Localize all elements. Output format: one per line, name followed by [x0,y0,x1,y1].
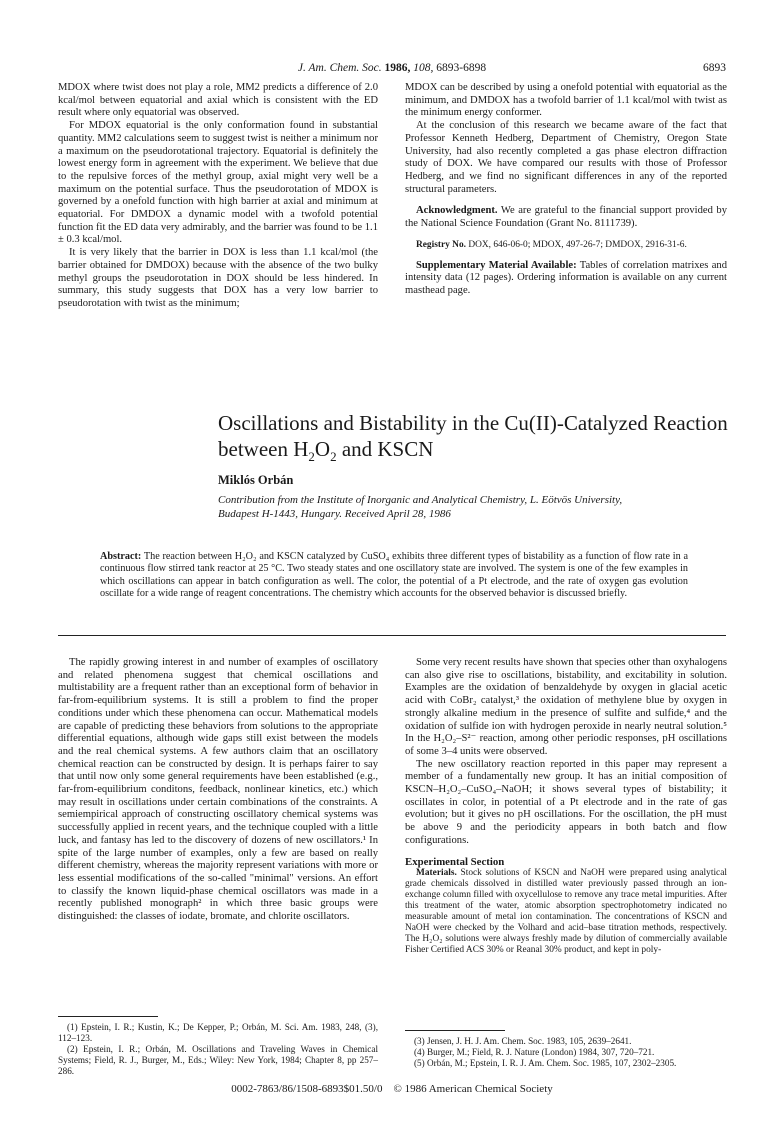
journal-name: J. Am. Chem. Soc. [297,62,382,74]
materials-text: Stock solutions of KSCN and NaOH were prepared using analytical grade chemicals dissolved in distilled water previously passed through an ion-exchange column filled with oxycellulose to remove any trace metal impurities. After this treatment of the water, atomic absorption spectrophotometry indicated no measurable amount of metal ion contamination. The concentrations of KSCN and NaOH were checked by the Volhard and acid–base titration methods, respectively. The H₂O₂ solutions were always freshly made by dilution of commercially available Fisher Certified ACS 30% or Reanal 30% product, and kept in poly- [405,868,727,956]
intro-right-column [405,657,727,956]
article-code: 0002-7863/86/1508-6893$01.50/0 [231,1083,383,1095]
registry-numbers [405,240,727,251]
acknowledgment-label: Acknowledgment. [416,205,498,217]
journal-pages: 6893-6898 [436,62,487,74]
title-part-a: between H [218,437,309,461]
intro-left-column [58,657,378,924]
prev-article-left-column [58,82,378,311]
prev-right-paragraph-2: At the conclusion of this research we became aware of the fact that Professor Kenneth Hedberg, Department of Chemistry, Oregon State University, had also recently completed a gas phase electron diffraction study of DOX. We have compared our results with those of Professor Hedberg, and we find no significant differences in any of the reported structural parameters. [405,120,727,195]
prev-right-paragraph-1: MDOX can be described by using a onefold potential with equatorial as the minimum, and DMDOX has a twofold barrier of 1.1 kcal/mol with twist as the minimum energy conformer. [405,82,727,119]
intro-right-paragraph-1: Some very recent results have shown that species other than oxyhalogens can also give rise to oscillations, bistability, and excitability in solution. Examples are the oxidation of benzaldehyde by oxygen in glacial acetic acid with CoBr₂ catalyst,³ the oxidation of methylene blue by oxygen in strongly alkaline medium in the presence of sulfite and sulfide,⁴ and the oxidation of sulfide ion with hydrogen peroxide in nearly neutral solution.⁵ In the H₂O₂–S²⁻ reaction, among other periodic responses, pH oscillations of some 3–4 units were observed. [405,657,727,757]
acknowledgment [405,205,727,230]
footnote-rule-right [405,1030,505,1031]
footnotes-right [405,1036,727,1069]
affiliation-line-1: Contribution from the Institute of Inorganic and Analytical Chemistry, L. Eötvös University, [218,494,623,506]
intro-left-paragraph: The rapidly growing interest in and number of examples of oscillatory and related phenomena suggest that chemical oscillations and multistability are a frequent rather than an exceptional form of behavior in far-from-equilibrium systems. It is still a problem to find the proper conditions under which these phenomena can occur. Mathematical models are capable of predicting these behaviors from solutions to the appropriate differential equations, although wide gaps still exist between the models and the real chemical systems. A few authors claim that an oscillatory chemical reaction can be constructed by design. It is perhaps fairer to say that until now only some general requirements have been established (e.g., far-from-equilibrium conditons, feedback, nonlinear kinetics, etc.) which may result in oscillations under certain combinations of the constraints. A semiempirical approach of constructing oscillatory chemical systems was successfully applied in recent years, and the technique coupled with a little luck, and fantasy has led to the discovery of dozens of new oscillators.¹ In spite of the large number of examples, only a few are based on really different chemistry, whereas the majority represent variations with more or less essential modifications of the so-called "minimal" versions. An effort to classify the known liquid-phase chemical oscillators was made in a recently published monograph² in which three basic groups were distinguished: the classes of iodate, bromate, and chlorite oscillators. [58,657,378,923]
affiliation [218,494,738,521]
footnote-rule-left [58,1016,158,1017]
registry-label: Registry No. [416,239,466,250]
abstract-text: The reaction between H₂O₂ and KSCN catalyzed by CuSO₄ exhibits three different types of bistability as a function of flow rate in a continuous flow stirred tank reactor at 25 °C. Two steady states and one oscillatory state are involved. The system is one of the few examples in which oscillations can appear in batch configuration as well. The color, the potential of a Pt electrode, and the rate of oxygen gas evolution oscillate for a wide range of reagent concentrations. The chemistry which accounts for the observed behavior is discussed briefly. [100,551,688,599]
abstract [100,551,688,600]
footnote-4: (4) Burger, M.; Field, R. J. Nature (London) 1984, 307, 720–721. [414,1047,655,1057]
affiliation-line-2: Budapest H-1443, Hungary. Received April 28, 1986 [218,507,451,520]
title-line-2: between $H_2O_2$ and KSCN [218,437,434,465]
supplementary-label: Supplementary Material Available: [416,259,577,271]
journal-year: 1986, [384,62,411,74]
prev-left-paragraph-3: It is very likely that the barrier in DOX is less than 1.1 kcal/mol (the barrier obtained for DMDOX) because with the absence of the two bulky methyl groups the pseudorotation in DOX should be less hindered. In summary, this study suggests that DOX has a very low barrier to pseudorotation with twist as the minimum; [58,247,378,309]
footnote-2: (2) Epstein, I. R.; Orbán, M. Oscillations and Traveling Waves in Chemical Systems; Field, R. J., Burger, M., Eds.; Wiley: New York, 1984; Chapter 8, pp 257–286. [58,1044,378,1076]
acknowledgment-text: We are grateful to the financial support provided by the National Science Foundation (Grant No. 8111739). [405,205,727,230]
experimental-heading: Experimental Section [405,855,505,868]
abstract-divider [58,635,726,636]
title-line-1: Oscillations and Bistability in the Cu(II)-Catalyzed Reaction [218,411,728,435]
footnote-3: (3) Jensen, J. H. J. Am. Chem. Soc. 1983, 105, 2639–2641. [414,1036,632,1046]
footnote-5: (5) Orbán, M.; Epstein, I. R. J. Am. Chem. Soc. 1985, 107, 2302–2305. [414,1058,677,1068]
footnote-1: (1) Epstein, I. R.; Kustin, K.; De Kepper, P.; Orbán, M. Sci. Am. 1983, 248, (3), 112–123. [58,1022,378,1043]
supplementary-material [405,260,727,298]
title-part-b: O [314,437,331,461]
prev-article-right-column [405,82,727,298]
materials-label: Materials. [416,868,457,879]
journal-volume: 108, [413,62,434,74]
copyright: © 1986 American Chemical Society [393,1083,553,1095]
prev-left-paragraph-1: MDOX where twist does not play a role, MM2 predicts a difference of 2.0 kcal/mol between equatorial and axial which is consistent with the ED result where only equatorial was observed. [58,82,378,119]
materials-paragraph [405,868,727,956]
supplementary-text: Tables of correlation matrixes and intensity data (12 pages). Ordering information is available on any current masthead page. [405,259,727,297]
title-part-c: and KSCN [336,437,434,461]
page-number: 6893 [703,62,726,74]
page-footer [0,1083,784,1095]
intro-right-paragraph-2: The new oscillatory reaction reported in this paper may represent a member of a fundamentally new group. It has an initial composition of KSCN–H₂O₂–CuSO₄–NaOH; it shows several types of bistability; it oscillates in color, in potential of a Pt electrode and in the rate of gas evolution; but it gives no pH oscillations. For the oscillation, the pH must be above 9 and the periodicity appears in both batch and flow configurations. [405,758,727,846]
abstract-label: Abstract: [100,551,142,562]
footnotes-left [58,1022,378,1077]
author-name: Miklós Orbán [218,473,294,487]
journal-citation [58,62,726,74]
article-title [218,410,738,470]
prev-left-paragraph-2: For MDOX equatorial is the only conformation found in substantial quantity. MM2 calculations seem to suggest twist is neither a minimum nor a maximum on the pseudorotational trajectory. Equatorial is definitely the lowest energy form in agreement with the experiment. We believe that due to the repulsive forces of the methyl group, axial might very well be a maximum on the potential surface. Thus the pseudorotation of MDOX is governed by a onefold function with high barrier at axial and minimum at equatorial. For DMDOX a dynamic model with a twofold potential function fit the ED data very admirably, and the barrier was found to be 1.1 ± 0.3 kcal/mol. [58,120,378,246]
registry-text: DOX, 646-06-0; MDOX, 497-26-7; DMDOX, 2916-31-6. [466,239,687,250]
